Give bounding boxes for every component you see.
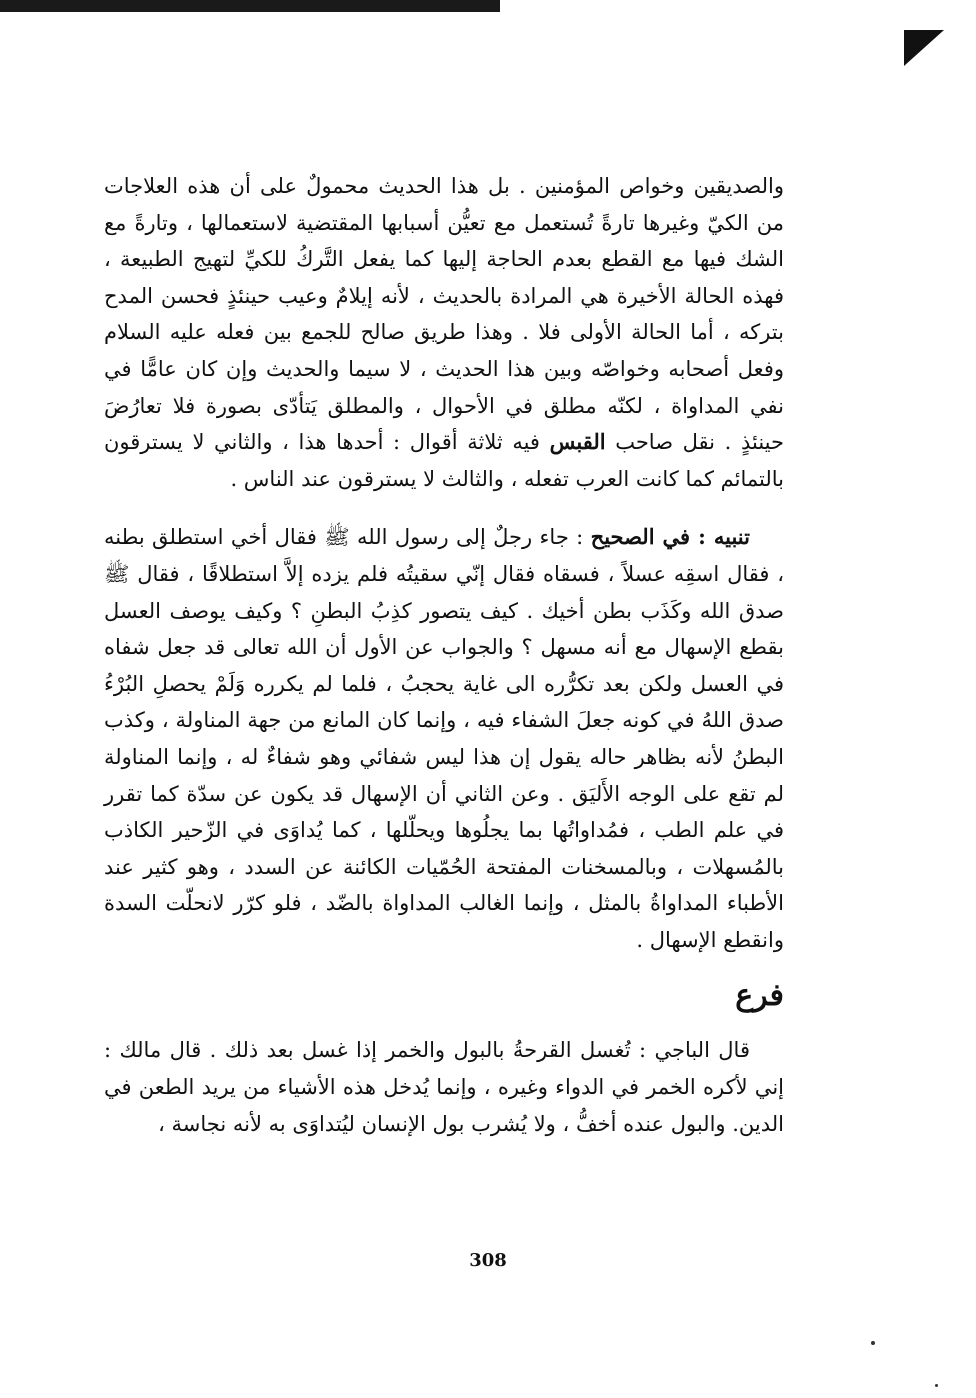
scan-speck <box>935 1384 938 1387</box>
paragraph-1-text-b: فيه ثلاثة أقوال : أحدها هذا ، والثاني لا يسترقون بالتمائم كما كانت العرب تفعله ، والثالث لا يسترقون عند الناس . <box>104 430 784 491</box>
paragraph-3-text: قال الباجي : تُغسل القرحةُ بالبول والخمر إذا غسل بعد ذلك . قال مالك : إني لأكره الخمر في الدواء وغيره ، وإنما يُدخل هذه الأشياء من يريد الطعن في الدين. والبول عنده أخفُّ ، ولا يُشرب بول الإنسان ليُتداوَى به لأنه نجاسة ، <box>104 1038 784 1136</box>
section-heading: فرع <box>735 978 784 1014</box>
book-title-qabas: القبس <box>549 429 606 455</box>
scan-top-edge <box>0 0 500 12</box>
scan-speck <box>871 1341 875 1345</box>
page-number: 308 <box>469 1250 507 1271</box>
paragraph-2 <box>104 519 784 958</box>
tanbih-label: تنبيه : في <box>654 524 750 550</box>
paragraph-1-text-a: والصديقين وخواص المؤمنين . بل هذا الحديث محمولٌ على أن هذه العلاجات من الكيّ وغيرها تارةً تُستعمل مع تعيُّن أسبابها المقتضية لاستعمالها ، وتارةً مع الشك فيها مع القطع بعدم الحاجة إليها كما يفعل التَّركُ للكيِّ لتهيج الطبيعة ، فهذه الحالة الأخيرة هي المرادة بالحديث ، لأنه إيلامٌ وعيب حينئذٍ فحسن المدح بتركه ، أما الحالة الأولى فلا . وهذا طريق صالح للجمع بين فعله عليه السلام وفعل أصحابه وخواصّه وبين هذا الحديث ، لا سيما والحديث وإن كان عامًّا في نفي المداواة ، لكنّه مطلق في الأحوال ، والمطلق يَتأدّى بصورة فلا تعارُضَ حينئذٍ . نقل صاحب <box>104 174 784 455</box>
paragraph-3 <box>104 1032 784 1142</box>
paragraph-2-text: : جاء رجلٌ إلى رسول الله ﷺ فقال أخي استطلق بطنه ، فقال اسقِه عسلاً ، فسقاه فقال إنّي سقيتُه فلم يزده إلاَّ استطلاقًا ، فقال ﷺ صدق الله وكَذَب بطن أخيك . كيف يتصور كذِبُ البطنِ ؟ وكيف يوصف العسل بقطع الإسهال مع أنه مسهل ؟ والجواب عن الأول أن الله تعالى قد جعل شفاه في العسل ولكن بعد تكرُّره الى غاية يحجبُ ، فلما لم يكرره وَلَمْ يحصلِ البُرْءُ صدق اللهُ في كونه جعلَ الشفاء فيه ، وإنما كان المانع من جهة المناولة ، وكذب البطنُ لأنه بظاهر حاله يقول إن هذا ليس شفائي وهو شفاءٌ له ، وإنما المناولة لم تقع على الوجه الأَليَق . وعن الثاني أن الإسهال قد يكون عن سدّة كما تقرر في علم الطب ، فمُداواتُها بما يجلُوها ويحلّلها ، كما يُداوَى في الزّحير الكاذب بالمُسهلات ، وبالمسخنات المفتحة الحُمّيات الكائنة عن السدد ، وهو كثير عند الأطباء المداواةُ بالمثل ، وإنما الغالب المداواة بالضّد ، فلو كرّر لانحلّت السدة وانقطع الإسهال . <box>104 525 784 952</box>
book-title-sahih: الصحيح <box>590 524 655 550</box>
paragraph-1 <box>104 168 784 497</box>
corner-triangle-mark <box>904 30 944 66</box>
page-body <box>104 168 784 1142</box>
